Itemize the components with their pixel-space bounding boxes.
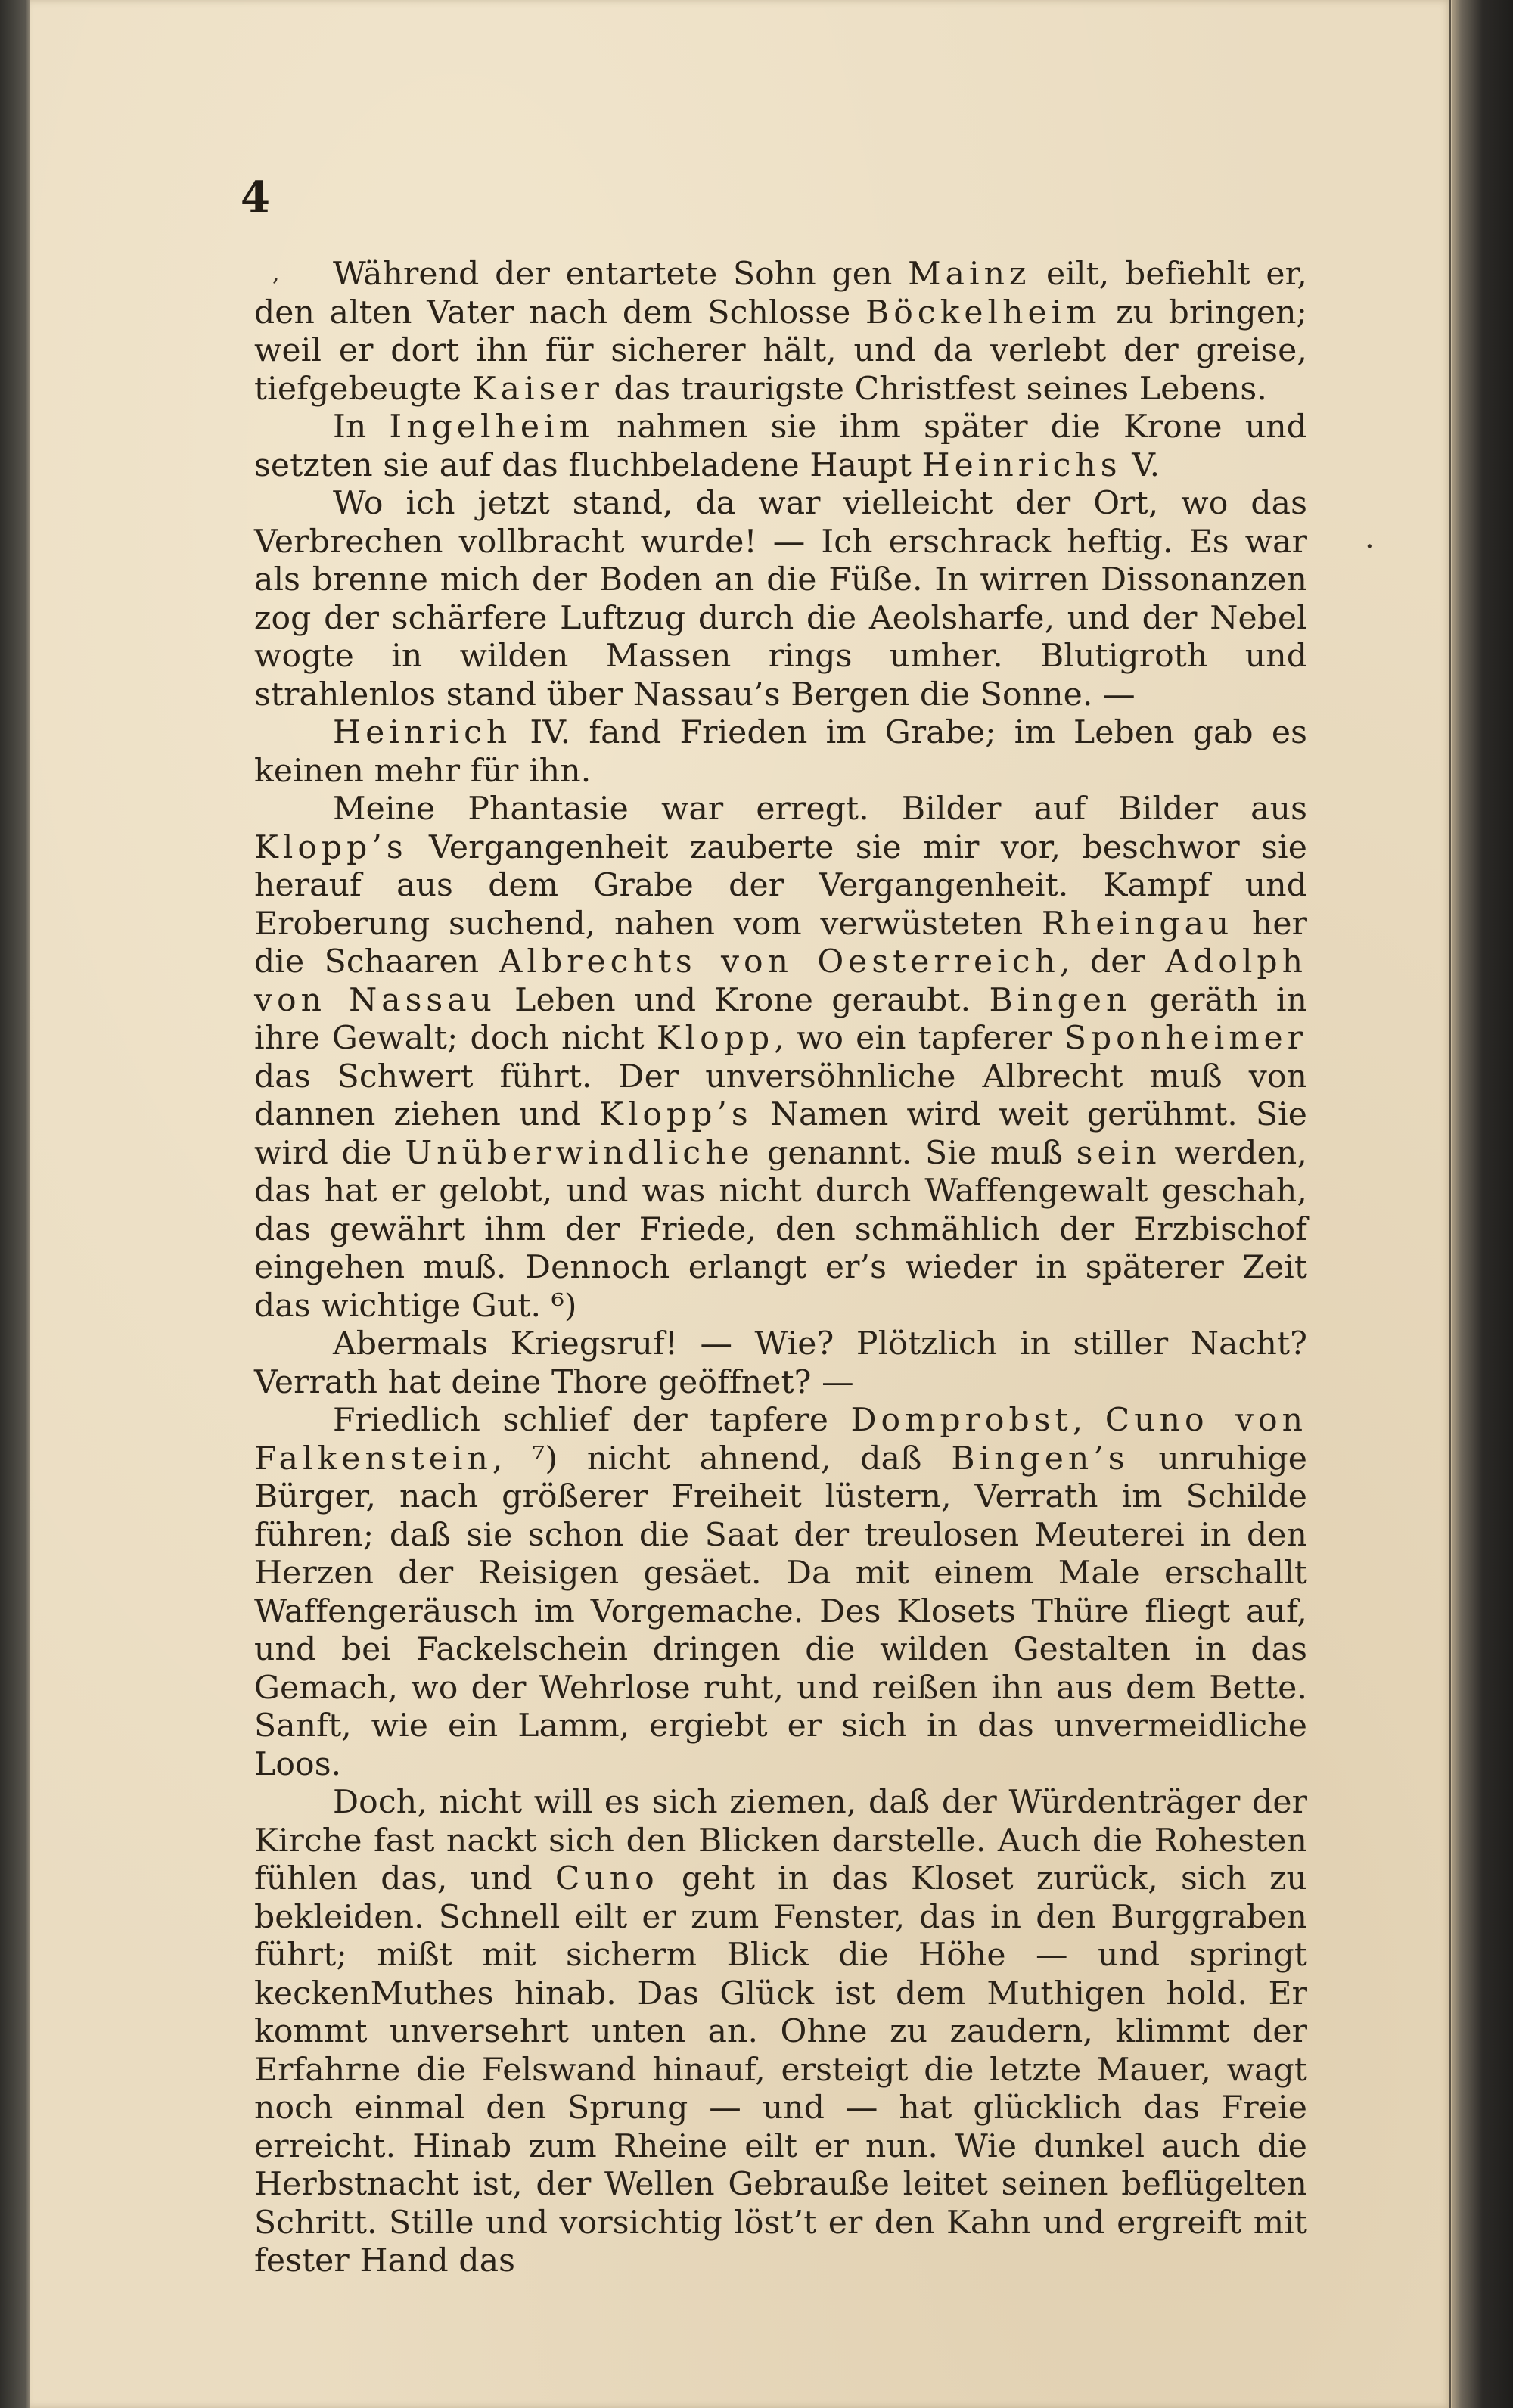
paragraph [254, 1402, 1307, 1784]
text-run: das Schwert führt. Der unversöhnliche Albrecht muß von dannen ziehen und [254, 1058, 1307, 1133]
paragraph [254, 485, 1307, 714]
emphasized-name: Klopp’s [599, 1096, 753, 1133]
text-run: her die Schaaren [254, 905, 1308, 980]
paragraph [254, 1784, 1307, 2281]
emphasized-name: Ingelheim [389, 409, 594, 446]
emphasized-name: Unüberwindliche [405, 1134, 754, 1172]
text-run: genannt. Sie muß [753, 1134, 1076, 1172]
emphasized-name: Adolph von Nassau [254, 943, 1307, 1019]
text-run: Meine Phantasie war erregt. Bilder auf Bilder aus [333, 791, 1307, 828]
text-run: , ⁷) nicht ahnend, daß [492, 1440, 952, 1477]
emphasized-name: Albrechts von Oesterreich [499, 943, 1060, 980]
text-run: zu bringen; weil er dort ihn für sicherer hält, und da verlebt der greise, tiefgebeugte [254, 294, 1307, 408]
emphasized-name: Cuno von Falkenstein [254, 1402, 1307, 1477]
text-run: Vergangenheit zauberte sie mir vor, beschwor sie herauf aus dem Grabe der Vergangenheit. Kampf und Eroberung suchend, nahen vom verwüsteten [254, 828, 1307, 943]
paragraph [254, 256, 1307, 409]
emphasized-name: Heinrichs [921, 446, 1122, 484]
text-run: Leben und Krone geraubt. [496, 981, 990, 1019]
page-number: 4 [241, 172, 270, 222]
emphasized-name: Böckelheim [865, 294, 1101, 331]
text-run: Abermals Kriegsruf! — Wie? Plötzlich in stiller Nacht? Verrath hat deine Thore geöffnet? — [254, 1325, 1307, 1401]
emphasized-name: Klopp [656, 1020, 775, 1057]
text-run: eilt, befiehlt er, den alten Vater nach dem Schlosse [254, 256, 1307, 331]
text-run: Friedlich schlief der tapfere [333, 1402, 851, 1439]
text-run: In [333, 409, 390, 446]
stray-ink-mark: , [272, 260, 280, 287]
paragraph [254, 409, 1307, 485]
emphasized-name: Bingen [989, 981, 1132, 1019]
page-body-text [254, 256, 1307, 2281]
emphasized-name: Bingen’s [951, 1440, 1129, 1477]
emphasized-name: Cuno [555, 1860, 659, 1897]
stray-ink-dot: · [1365, 530, 1375, 564]
text-run: , wo ein tapferer [774, 1020, 1064, 1057]
emphasized-name: Heinrich [333, 714, 512, 751]
text-run: , der [1059, 943, 1166, 980]
text-run: Namen wird weit gerühmt. Sie wird die [254, 1096, 1307, 1172]
text-run: Wo ich jetzt stand, da war vielleicht der Ort, wo das Verbrechen vollbracht wurde! — Ich erschrack heftig. Es war als brenne mich der Boden an die Füße. In wirren Dissonanzen zog der schärfere Luftzug durch die Aeolsharfe, und der Nebel wogte in wilden Massen rings umher. Blutigroth und strahlenlos stand über Nassau’s Bergen die Sonne. — [254, 485, 1307, 713]
text-run: V. [1121, 446, 1160, 484]
paragraph [254, 1325, 1307, 1402]
book-gutter [1452, 0, 1513, 2408]
text-run: nahmen sie ihm später die Krone und setzten sie auf das fluchbeladene Haupt [254, 409, 1307, 484]
text-run: IV. fand Frieden im Grabe; im Leben gab es keinen mehr für ihn. [254, 714, 1307, 790]
emphasized-name: Klopp’s [254, 828, 408, 866]
text-run: geräth in ihre Gewalt; doch nicht [254, 981, 1307, 1057]
text-run: , [1072, 1402, 1105, 1439]
emphasized-name: sein [1076, 1134, 1161, 1172]
text-run: Während der entartete Sohn gen [333, 256, 909, 293]
emphasized-name: Sponheimer [1064, 1020, 1307, 1057]
paragraph [254, 791, 1307, 1325]
text-run: das traurigste Christfest seines Lebens. [603, 370, 1267, 408]
text-run: geht in das Kloset zurück, sich zu bekleiden. Schnell eilt er zum Fenster, das in den Burggraben führt; mißt mit sicherm Blick die Höhe — und springt keckenMuthes hinab. Das Glück ist dem Muthigen hold. Er kommt unversehrt unten an. Ohne zu zaudern, klimmt der Erfahrne die Felswand hinauf, ersteigt die letzte Mauer, wagt noch einmal den Sprung — und — hat glücklich das Freie erreicht. Hinab zum Rheine eilt er nun. Wie dunkel auch die Herbstnacht ist, der Wellen Gebrauße leitet seinen beflügelten Schritt. Stille und vorsichtig löst’t er den Kahn und ergreift mit fester Hand das [254, 1860, 1307, 2279]
emphasized-name: Mainz [908, 256, 1031, 293]
text-run: werden, das hat er gelobt, und was nicht durch Waffengewalt geschah, das gewährt ihm der Friede, den schmählich der Erzbischof eingehen muß. Dennoch erlangt er’s wieder in späterer Zeit das wichtige Gut. ⁶) [254, 1134, 1307, 1325]
emphasized-name: Domprobst [850, 1402, 1073, 1439]
text-run: unruhige Bürger, nach größerer Freiheit lüstern, Verrath im Schilde führen; daß sie schon die Saat der treulosen Meuterei in den Herzen der Reisigen gesäet. Da mit einem Male erschallt Waffengeräusch im Vorgemache. Des Klosets Thüre fliegt auf, und bei Fackelschein dringen die wilden Gestalten in das Gemach, wo der Wehrlose ruht, und reißen ihn aus dem Bette. Sanft, wie ein Lamm, ergiebt er sich in das unvermeidliche Loos. [254, 1440, 1307, 1783]
emphasized-name: Kaiser [471, 370, 604, 408]
emphasized-name: Rheingau [1041, 905, 1234, 943]
page-edge [1449, 0, 1451, 2408]
text-run: Doch, nicht will es sich ziemen, daß der Würdenträger der Kirche fast nackt sich den Blicken darstelle. Auch die Rohesten fühlen das, und [254, 1784, 1307, 1897]
paragraph [254, 714, 1307, 791]
